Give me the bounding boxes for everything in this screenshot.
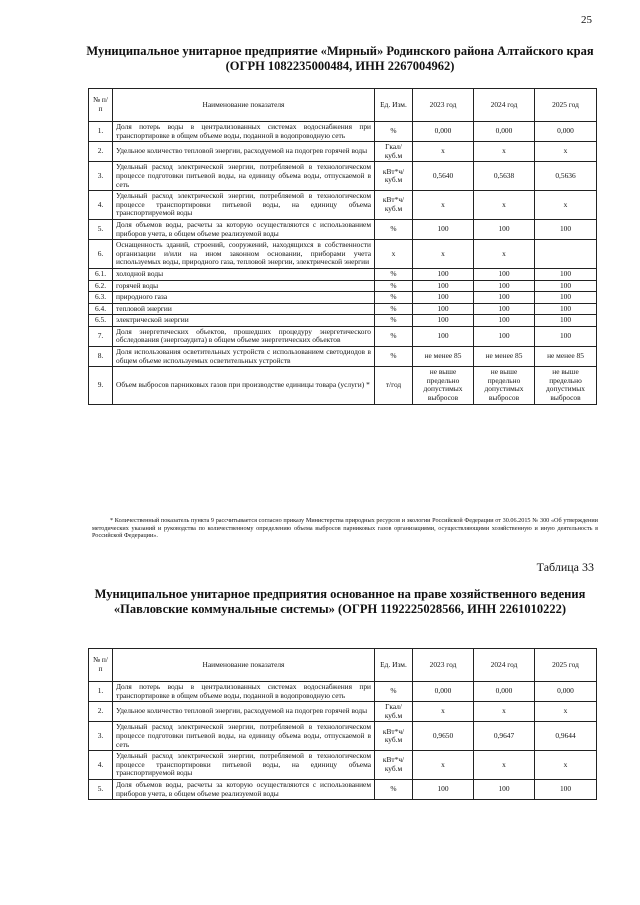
row-number-cell: 2. xyxy=(89,702,113,722)
unit-cell: Гкал/ куб.м xyxy=(375,702,413,722)
value-cell: 100 xyxy=(535,268,597,280)
indicator-name-cell: Доля объемов воды, расчеты за которую осуществляются с использованием приборов учета, в общем объеме реализуемой воды xyxy=(113,219,375,239)
table-row xyxy=(89,303,597,315)
header-cell: Ед. Изм. xyxy=(375,649,413,682)
unit-cell: х xyxy=(375,240,413,269)
row-number-cell: 3. xyxy=(89,722,113,751)
value-cell: 0,9650 xyxy=(413,722,474,751)
value-cell: 0,5640 xyxy=(413,162,474,191)
row-number-cell: 1. xyxy=(89,122,113,142)
table1-body xyxy=(89,122,597,405)
value-cell: не выше предельно допустимых выбросов xyxy=(413,367,474,404)
indicator-name-cell: Удельный расход электрической энергии, потребляемой в технологическом процессе подготовки питьевой воды, на единицу объема воды, отпускаемой в сеть xyxy=(113,162,375,191)
value-cell: 0,9647 xyxy=(474,722,535,751)
indicator-name-cell: Оснащенность зданий, строений, сооружений, находящихся в собственности организации и/или на ином законном основании, приборами учета используемых воды, природного газа, тепловой энергии, электрической энергии xyxy=(113,240,375,269)
row-number-cell: 6.1. xyxy=(89,268,113,280)
value-cell: 100 xyxy=(413,303,474,315)
footnote: * Количественный показатель пункта 9 рассчитывается согласно приказу Министерства природных ресурсов и экологии Российской Федерации от 30.06.2015 № 300 «Об утверждении методических указаний и руководства по количественному определению объема выбросов парниковых газов организациями, осуществляющими хозяйственную и иную деятельность в Российской Федерации». xyxy=(92,517,598,540)
header-cell: № п/п xyxy=(89,649,113,682)
value-cell: не выше предельно допустимых выбросов xyxy=(535,367,597,404)
indicator-name-cell: Доля объемов воды, расчеты за которую осуществляются с использованием приборов учета, в общем объеме реализуемой воды xyxy=(113,779,375,799)
unit-cell: % xyxy=(375,280,413,292)
value-cell: 100 xyxy=(413,326,474,346)
value-cell: 100 xyxy=(535,280,597,292)
unit-cell: кВт*ч/ куб.м xyxy=(375,751,413,780)
row-number-cell: 4. xyxy=(89,191,113,220)
unit-cell: % xyxy=(375,122,413,142)
header-cell: 2023 год xyxy=(413,649,474,682)
table-row xyxy=(89,122,597,142)
unit-cell: % xyxy=(375,303,413,315)
table-row xyxy=(89,722,597,751)
indicator-name-cell: Удельное количество тепловой энергии, расходуемой на подогрев горячей воды xyxy=(113,702,375,722)
value-cell: х xyxy=(474,191,535,220)
table-row xyxy=(89,292,597,304)
value-cell: 0,000 xyxy=(413,122,474,142)
indicator-name-cell: Доля потерь воды в централизованных системах водоснабжения при транспортировке в общем объеме воды, поданной в водопроводную сеть xyxy=(113,682,375,702)
value-cell: 0,000 xyxy=(474,682,535,702)
row-number-cell: 3. xyxy=(89,162,113,191)
value-cell: 0,000 xyxy=(413,682,474,702)
value-cell xyxy=(535,240,597,269)
header-cell: 2024 год xyxy=(474,89,535,122)
value-cell: 100 xyxy=(474,779,535,799)
value-cell: х xyxy=(474,240,535,269)
row-number-cell: 7. xyxy=(89,326,113,346)
indicator-name-cell: Удельное количество тепловой энергии, расходуемой на подогрев горячей воды xyxy=(113,142,375,162)
value-cell: не выше предельно допустимых выбросов xyxy=(474,367,535,404)
unit-cell: кВт*ч/ куб.м xyxy=(375,722,413,751)
value-cell: 100 xyxy=(413,280,474,292)
value-cell: 100 xyxy=(474,303,535,315)
row-number-cell: 9. xyxy=(89,367,113,404)
row-number-cell: 5. xyxy=(89,219,113,239)
row-number-cell: 6. xyxy=(89,240,113,269)
table-row xyxy=(89,315,597,327)
table-row xyxy=(89,367,597,404)
value-cell: 100 xyxy=(535,219,597,239)
indicator-name-cell: Доля использования осветительных устройств с использованием светодиодов в общем объеме используемых осветительных устройств xyxy=(113,347,375,367)
header-cell: Ед. Изм. xyxy=(375,89,413,122)
value-cell: 100 xyxy=(413,292,474,304)
indicator-name-cell: Удельный расход электрической энергии, потребляемой в технологическом процессе транспортировки питьевой воды, на единицу объема транспортируемой воды xyxy=(113,191,375,220)
row-number-cell: 6.3. xyxy=(89,292,113,304)
value-cell: 100 xyxy=(413,268,474,280)
value-cell: 100 xyxy=(535,315,597,327)
value-cell: х xyxy=(474,142,535,162)
value-cell: х xyxy=(413,191,474,220)
value-cell: х xyxy=(413,240,474,269)
value-cell: 100 xyxy=(535,326,597,346)
table-row xyxy=(89,142,597,162)
unit-cell: % xyxy=(375,347,413,367)
indicator-name-cell: тепловой энергии xyxy=(113,303,375,315)
indicator-name-cell: горячей воды xyxy=(113,280,375,292)
unit-cell: % xyxy=(375,292,413,304)
value-cell: 100 xyxy=(413,219,474,239)
row-number-cell: 8. xyxy=(89,347,113,367)
unit-cell: т/год xyxy=(375,367,413,404)
value-cell: 0,000 xyxy=(474,122,535,142)
unit-cell: % xyxy=(375,779,413,799)
table2-body xyxy=(89,682,597,800)
value-cell: х xyxy=(535,751,597,780)
value-cell: 100 xyxy=(474,292,535,304)
row-number-cell: 4. xyxy=(89,751,113,780)
table1-header-row xyxy=(89,89,597,122)
row-number-cell: 6.5. xyxy=(89,315,113,327)
value-cell: х xyxy=(413,702,474,722)
unit-cell: % xyxy=(375,682,413,702)
unit-cell: кВт*ч/ куб.м xyxy=(375,162,413,191)
value-cell: 100 xyxy=(535,779,597,799)
value-cell: 100 xyxy=(474,280,535,292)
table1-title: Муниципальное унитарное предприятие «Мирный» Родинского района Алтайского края (ОГРН 1082235000484, ИНН 2267004962) xyxy=(86,44,594,73)
header-cell: Наименование показателя xyxy=(113,89,375,122)
value-cell: х xyxy=(535,191,597,220)
table1 xyxy=(88,88,597,405)
table-row xyxy=(89,779,597,799)
header-cell: 2023 год xyxy=(413,89,474,122)
value-cell: 0,000 xyxy=(535,122,597,142)
row-number-cell: 6.2. xyxy=(89,280,113,292)
indicator-name-cell: Удельный расход электрической энергии, потребляемой в технологическом процессе подготовки питьевой воды, на единицу объема воды, отпускаемой в сеть xyxy=(113,722,375,751)
table-row xyxy=(89,347,597,367)
row-number-cell: 6.4. xyxy=(89,303,113,315)
value-cell: 100 xyxy=(413,779,474,799)
table2-title: Муниципальное унитарное предприятия основанное на праве хозяйственного ведения «Павловские коммунальные системы» (ОГРН 1192225028566, ИНН 2261010222) xyxy=(94,587,586,616)
row-number-cell: 5. xyxy=(89,779,113,799)
table2-header-row xyxy=(89,649,597,682)
header-cell: Наименование показателя xyxy=(113,649,375,682)
unit-cell: Гкал/ куб.м xyxy=(375,142,413,162)
table-label: Таблица 33 xyxy=(536,560,594,574)
unit-cell: % xyxy=(375,315,413,327)
indicator-name-cell: холодной воды xyxy=(113,268,375,280)
table-row xyxy=(89,682,597,702)
value-cell: х xyxy=(413,751,474,780)
indicator-name-cell: Объем выбросов парниковых газов при производстве единицы товара (услуги) * xyxy=(113,367,375,404)
page-number: 25 xyxy=(581,14,592,26)
value-cell: 0,5636 xyxy=(535,162,597,191)
value-cell: 100 xyxy=(474,268,535,280)
table-row xyxy=(89,751,597,780)
table2 xyxy=(88,648,597,800)
indicator-name-cell: Доля потерь воды в централизованных системах водоснабжения при транспортировке в общем объеме воды, поданной в водопроводную сеть xyxy=(113,122,375,142)
indicator-name-cell: Доля энергетических объектов, прошедших процедуру энергетического обследования (энергоаудита) в общем объеме энергетических объектов xyxy=(113,326,375,346)
value-cell: не менее 85 xyxy=(474,347,535,367)
value-cell: 0,5638 xyxy=(474,162,535,191)
table-row xyxy=(89,268,597,280)
indicator-name-cell: электрической энергии xyxy=(113,315,375,327)
value-cell: не менее 85 xyxy=(413,347,474,367)
value-cell: не менее 85 xyxy=(535,347,597,367)
indicator-name-cell: Удельный расход электрической энергии, потребляемой в технологическом процессе транспортировки питьевой воды, на единицу объема транспортируемой воды xyxy=(113,751,375,780)
indicator-name-cell: природного газа xyxy=(113,292,375,304)
row-number-cell: 2. xyxy=(89,142,113,162)
table-row xyxy=(89,326,597,346)
value-cell: 0,9644 xyxy=(535,722,597,751)
unit-cell: % xyxy=(375,326,413,346)
table-row xyxy=(89,240,597,269)
value-cell: 100 xyxy=(474,326,535,346)
value-cell: х xyxy=(474,702,535,722)
value-cell: 100 xyxy=(474,219,535,239)
table-row xyxy=(89,219,597,239)
table-row xyxy=(89,280,597,292)
value-cell: 0,000 xyxy=(535,682,597,702)
header-cell: 2025 год xyxy=(535,89,597,122)
value-cell: 100 xyxy=(413,315,474,327)
table-row xyxy=(89,702,597,722)
unit-cell: % xyxy=(375,268,413,280)
value-cell: 100 xyxy=(474,315,535,327)
unit-cell: кВт*ч/ куб.м xyxy=(375,191,413,220)
table-row xyxy=(89,162,597,191)
value-cell: х xyxy=(413,142,474,162)
header-cell: № п/п xyxy=(89,89,113,122)
header-cell: 2024 год xyxy=(474,649,535,682)
unit-cell: % xyxy=(375,219,413,239)
value-cell: х xyxy=(474,751,535,780)
value-cell: х xyxy=(535,702,597,722)
value-cell: х xyxy=(535,142,597,162)
value-cell: 100 xyxy=(535,292,597,304)
row-number-cell: 1. xyxy=(89,682,113,702)
value-cell: 100 xyxy=(535,303,597,315)
header-cell: 2025 год xyxy=(535,649,597,682)
table-row xyxy=(89,191,597,220)
